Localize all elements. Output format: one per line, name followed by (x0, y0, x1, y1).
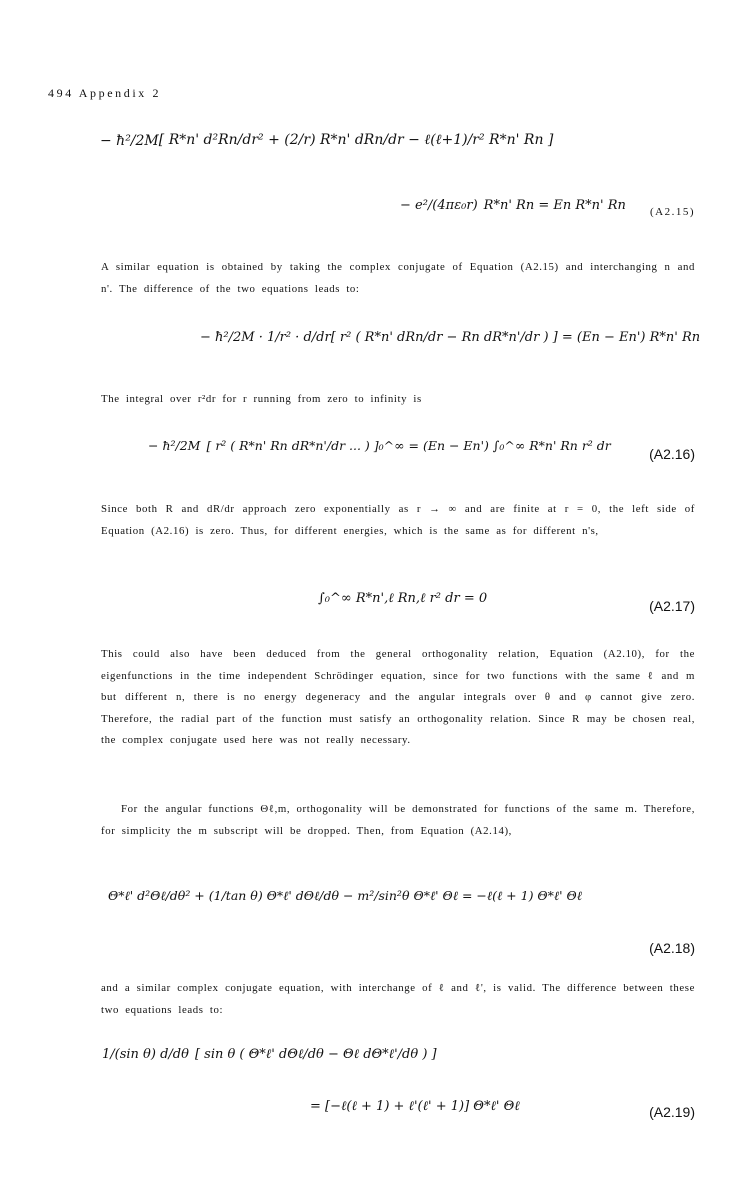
equation-a2-18 (108, 888, 698, 928)
paragraph-3: Since both R and dR/dr approach zero exponentially as r → ∞ and are finite at r = 0, the left side of Equation (A2.16) is zero. Thus, for different energies, which is the same as for different n's, (101, 503, 695, 537)
eq-label-a2-19: (A2.19) (649, 1104, 695, 1120)
equation-a2-15-line1 (100, 132, 554, 192)
paragraph-1: A similar equation is obtained by taking the complex conjugate of Equation (A2.15) and interchanging n and n'. The difference of the two equations leads to: (101, 261, 695, 295)
a215-line1-body: [ R*n' d²Rn/dr² + (2/r) R*n' dRn/dr − ℓ(ℓ+1)/r² R*n' Rn ] (158, 132, 554, 148)
a218-body: Θ*ℓ' d²Θℓ/dθ² + (1/tan θ) Θ*ℓ' dΘℓ/dθ − m²/sin²θ Θ*ℓ' Θℓ = −ℓ(ℓ + 1) Θ*ℓ' Θℓ (108, 888, 582, 903)
equation-a2-16 (148, 438, 618, 482)
paragraph-6: and a similar complex conjugate equation, with interchange of ℓ and ℓ', is valid. The difference between these two equations leads to: (101, 982, 695, 1016)
a217-body: ∫₀^∞ R*n',ℓ Rn,ℓ r² dr = 0 (318, 591, 488, 606)
a219-rhs: = [−ℓ(ℓ + 1) + ℓ'(ℓ' + 1)] Θ*ℓ' Θℓ (310, 1099, 520, 1114)
a215-line2-lead: − e²/(4πε₀r) (400, 198, 478, 213)
equation-a2-19-line1 (102, 1046, 622, 1090)
diff-eq-body: [ r² ( R*n' dRn/dr − Rn dR*n'/dr ) ] = (En − En') R*n' Rn (330, 330, 701, 345)
a216-body: [ r² ( R*n' Rn dR*n'/dr ... ) ]₀^∞ = (En − En') ∫₀^∞ R*n' Rn r² dr (206, 438, 611, 453)
running-head: 494 Appendix 2 (48, 86, 162, 100)
eq-label-a2-16: (A2.16) (649, 446, 695, 462)
a215-line2-body: R*n' Rn = En R*n' Rn (483, 198, 626, 213)
equation-a2-19-line2 (310, 1098, 630, 1128)
a216-lead: − ħ²/2M (148, 438, 201, 453)
eq-label-a2-18: (A2.18) (649, 940, 695, 956)
equation-a2-15-line2 (400, 198, 640, 234)
equation-a2-17 (318, 590, 598, 626)
a215-line1-lead: − ħ²/2M (100, 132, 159, 149)
a219-body: [ sin θ ( Θ*ℓ' dΘℓ/dθ − Θℓ dΘ*ℓ'/dθ ) ] (194, 1047, 437, 1062)
a219-lead: 1/(sin θ) d/dθ (102, 1046, 189, 1062)
paragraph-2: The integral over r²dr for r running from zero to infinity is (101, 393, 422, 405)
paragraph-4: This could also have been deduced from the general orthogonality relation, Equation (A2.10), for the eigenfunctions in the time independent Schrödinger equation, since for two functions with the same ℓ and m but different n, there is no energy degeneracy and the angular integrals over θ and φ cannot give zero. Therefore, the radial part of the function must satisfy an orthogonality relation. Since R may be chosen real, the complex conjugate used here was not really necessary. (101, 648, 695, 746)
eq-label-a2-15: (A2.15) (649, 206, 695, 218)
diff-eq-lead: − ħ²/2M · 1/r² · d/dr (200, 330, 331, 345)
eq-label-a2-17: (A2.17) (649, 598, 695, 614)
equation-difference (200, 330, 701, 374)
paragraph-5: For the angular functions Θℓ,m, orthogonality will be demonstrated for functions of the same m. Therefore, for simplicity the m subscript will be dropped. Then, from Equation (A2.14), (101, 803, 695, 837)
